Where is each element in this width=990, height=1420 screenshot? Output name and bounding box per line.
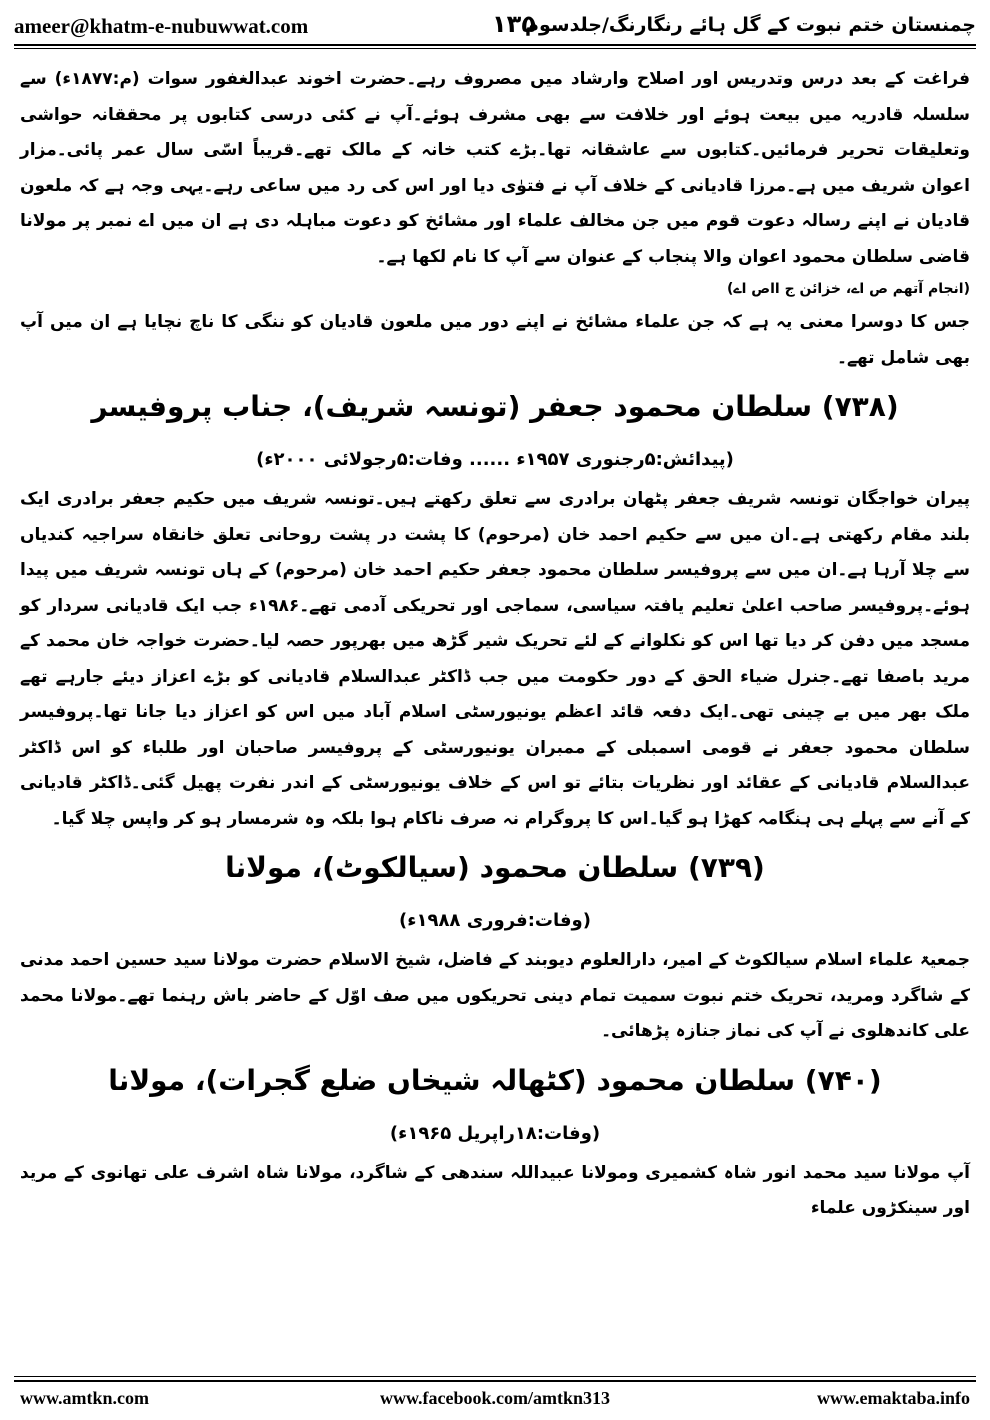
followup-paragraph: جس کا دوسرا معنی یہ ہے کہ جن علماء مشائخ نے اپنے دور میں ملعون قادیان کو ننگی کا ناچ نچایا ہے ان میں آپ بھی شامل تھے۔ xyxy=(20,312,970,368)
section-dates: (پیدائش:۵رجنوری ۱۹۵۷ء ...... وفات:۵رجولائی ۲۰۰۰ء) xyxy=(256,449,734,470)
footer-rule xyxy=(14,1380,976,1382)
intro-paragraph: فراغت کے بعد درس وتدریس اور اصلاح وارشاد میں مصروف رہے۔حضرت اخوند عبدالغفور سوات (م:۱۸۷۷ء) سے سلسلہ قادریہ میں بیعت ہوئے اور خلافت سے بھی مشرف ہوئے۔آپ نے کئی درسی کتابوں پر محققانہ حواشی وتعلیقات تحریر فرمائیں۔کتابوں سے عاشقانہ تھا۔بڑے کتب خانہ کے مالک تھے۔قریباً اسّی سال عمر پائی۔مزار اعوان شریف میں ہے۔مرزا قادیانی کے خلاف آپ نے فتوٰی دیا اور اس کی رد میں ساعی رہے۔یہی وجہ ہے کہ ملعون قادیان نے اپنے رسالہ دعوت قوم میں جن مخالف علماء اور مشائخ کو دعوت مباہلہ دی ہے ان میں اے نمبر پر مولانا قاضی سلطان محمود اعوان والا پنجاب کے عنوان سے آپ کا نام لکھا ہے۔ xyxy=(20,69,971,267)
section-text: آپ مولانا سید محمد انور شاہ کشمیری ومولانا عبیداللہ سندھی کے شاگرد، مولانا شاہ اشرف علی تھانوی کے مرید اور سینکڑوں علماء xyxy=(20,1162,970,1218)
section-dates: (وفات:۱۸راپریل ۱۹۶۵ء) xyxy=(389,1122,601,1144)
section-heading: (۷۳۸) سلطان محمود جعفر (تونسہ شریف)، جناب پروفیسر xyxy=(91,390,899,423)
footer-link-website[interactable]: www.amtkn.com xyxy=(20,1388,149,1408)
section-heading: (۷۳۹) سلطان محمود (سیالکوٹ)، مولانا xyxy=(225,851,765,884)
book-title: چمنستان ختم نبوت کے گل ہائے رنگارنگ/جلدسوم xyxy=(525,14,976,36)
section-text: پیران خواجگان تونسہ شریف جعفر پٹھان برادری سے تعلق رکھتے ہیں۔تونسہ شریف میں حکیم جعفر برادری ایک بلند مقام رکھتی ہے۔ان میں سے حکیم احمد خان (مرحوم) کا پشت در پشت روحانی تعلق خانقاہ سراجیہ کندیاں سے چلا آرہا ہے۔ان میں سے پروفیسر سلطان محمود جعفر حکیم احمد خان (مرحوم) کے ہاں تونسہ شریف میں پیدا ہوئے۔پروفیسر صاحب اعلیٰ تعلیم یافتہ سیاسی، سماجی اور تحریکی آدمی تھے۔۱۹۸۶ء جب ایک قادیانی سردار کو مسجد میں دفن کر دیا تھا اس کو نکلوانے کے لئے تحریک شیر گڑھ میں بھرپور حصہ لیا۔حضرت خواجہ خان محمد کے مرید باصفا تھے۔جنرل ضیاء الحق کے دور حکومت میں جب ڈاکٹر عبدالسلام قادیانی کو بڑے اعزاز دیئے جارہے تھے ملک بھر میں بے چینی تھی۔ایک دفعہ قائد اعظم یونیورسٹی اسلام آباد میں اس کو اعزاز دیا جانا تھا۔پروفیسر سلطان محمود جعفر نے قومی اسمبلی کے ممبران یونیورسٹی کے پروفیسر صاحبان اور طلباء کو اس ڈاکٹر عبدالسلام قادیانی کے عقائد اور نظریات بتائے تو اس کے خلاف یونیورسٹی کے اندر نفرت پھیل گئی۔ڈاکٹر قادیانی کے آنے سے پہلے ہی ہنگامہ کھڑا ہو گیا۔اس کا پروگرام نہ صرف ناکام ہوا بلکہ وہ شرمسار ہو کر واپس چلا گیا۔ xyxy=(20,489,971,829)
footer-link-emaktaba[interactable]: www.emaktaba.info xyxy=(816,1388,970,1408)
section-text: جمعیۃ علماء اسلام سیالکوٹ کے امیر، دارالعلوم دیوبند کے فاضل، شیخ الاسلام حضرت مولانا سید حسین احمد مدنی کے شاگرد ومرید، تحریک ختم نبوت سمیت تمام دینی تحریکوں میں صف اوّل کے حاضر باش رہنما تھے۔مولانا محمد علی کاندھلوی نے آپ کی نماز جنازہ پڑھائی۔ xyxy=(20,950,970,1041)
header-rule xyxy=(14,44,976,46)
section-dates: (وفات:فروری ۱۹۸۸ء) xyxy=(399,910,591,931)
section-heading: (۷۴۰) سلطان محمود (کٹھالہ شیخاں ضلع گجرات)، مولانا xyxy=(108,1063,882,1097)
page-number: ۱۳۵ xyxy=(492,10,536,38)
header-email: ameer@khatm-e-nubuwwat.com xyxy=(14,14,309,38)
citation-reference: (انجام آتھم ص اے، خزائن ج ااص اے) xyxy=(727,281,970,297)
footer-link-facebook[interactable]: www.facebook.com/amtkn313 xyxy=(380,1388,610,1408)
header-rule-thin xyxy=(14,48,976,49)
footer-rule-thin xyxy=(14,1376,976,1377)
page-header xyxy=(14,8,976,42)
page-body xyxy=(20,62,970,1227)
page-footer xyxy=(14,1384,976,1414)
